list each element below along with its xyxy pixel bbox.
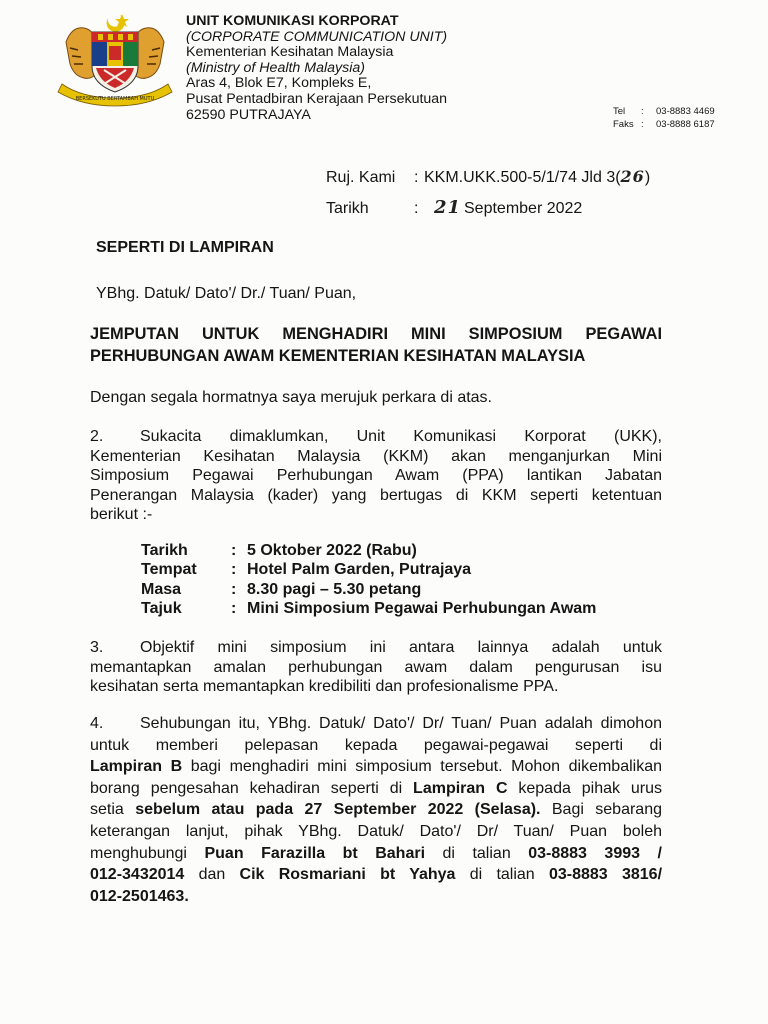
- paragraph-2-number: 2.: [90, 428, 104, 445]
- paragraph-2-line-5: berikut :-: [90, 506, 153, 524]
- address-line-1: Aras 4, Blok E7, Kompleks E,: [186, 75, 372, 92]
- contact-info: [613, 106, 763, 131]
- fax-row: [613, 119, 763, 132]
- paragraph-2-line-2: Kementerian Kesihatan Malaysia (KKM) akan menganjurkan Mini: [90, 447, 662, 465]
- reference-handwritten-number: 26: [620, 167, 645, 186]
- paragraph-2: [90, 427, 662, 525]
- paragraph-3-line-1: 3. Objektif mini simposium ini antara lainnya adalah untuk: [90, 639, 662, 656]
- detail-row-venue: Tempat : Hotel Palm Garden, Putrajaya: [141, 561, 472, 579]
- paragraph-3-line-3: kesihatan serta memantapkan kredibiliti dan profesionalisme PPA.: [90, 678, 559, 696]
- paragraph-4-line-4: borang pengesahan kehadiran seperti di Lampiran C kepada pihak urus: [90, 779, 663, 797]
- paragraph-1: Dengan segala hormatnya saya merujuk perkara di atas.: [90, 389, 492, 406]
- reference-row: [326, 162, 650, 193]
- paragraph-2-line-4: Penerangan Malaysia (kader) yang bertugas di KKM seperti ketentuan: [90, 486, 662, 504]
- paragraph-4-line-1: 4. Sehubungan itu, YBhg. Datuk/ Dato'/ Dr/ Tuan/ Puan adalah dimohon: [90, 713, 662, 735]
- fax-separator: :: [641, 118, 644, 130]
- paragraph-2-line-1: 2. Sukacita dimaklumkan, Unit Komunikasi Korporat (UKK),: [90, 428, 662, 445]
- paragraph-4-line-8: 012-3432014 dan Cik Rosmariani bt Yahya di talian 03-8883 3816/: [90, 866, 663, 884]
- unit-name-english: (CORPORATE COMMUNICATION UNIT): [186, 28, 448, 45]
- detail-row-time: Masa : 8.30 pagi – 5.30 petang: [141, 580, 422, 598]
- paragraph-3-line-2: memantapkan amalan perhubungan awam dalam pengurusan isu: [90, 658, 662, 676]
- paragraph-3-number: 3.: [90, 639, 104, 656]
- date-label: Tarikh: [326, 200, 369, 217]
- paragraph-4-line-2: untuk memberi pelepasan kepada pegawai-pegawai seperti di: [90, 736, 662, 754]
- address-line-3: 62590 PUTRAJAYA: [186, 106, 311, 123]
- address-line-2: Pusat Pentadbiran Kerajaan Persekutuan: [186, 90, 448, 107]
- detail-row-title: Tajuk : Mini Simposium Pegawai Perhubungan Awam: [141, 599, 597, 617]
- malaysia-coat-of-arms-icon: [56, 8, 174, 108]
- paragraph-4-line-9: 012-2501463.: [90, 887, 189, 905]
- fax-number: 03-8888 6187: [656, 118, 715, 130]
- date-handwritten-day: 21: [434, 197, 462, 218]
- reference-close: ): [644, 169, 651, 186]
- paragraph-4-line-5: setia sebelum atau pada 27 September 2022 (Selasa). Bagi sebarang: [90, 801, 662, 819]
- paragraph-4-line-6: keterangan lanjut, pihak YBhg. Datuk/ Dato'/ Dr/ Tuan/ Puan boleh: [90, 822, 662, 840]
- reference-label: Ruj. Kami: [326, 169, 396, 186]
- paragraph-4-line-3: Lampiran B bagi menghadiri mini simposium tersebut. Mohon dikembalikan: [90, 758, 662, 776]
- date-month-year: September 2022: [464, 200, 583, 217]
- recipient: SEPERTI DI LAMPIRAN: [96, 239, 274, 256]
- salutation: YBhg. Datuk/ Dato'/ Dr./ Tuan/ Puan,: [96, 285, 357, 302]
- subject-line-1: JEMPUTAN UNTUK MENGHADIRI MINI SIMPOSIUM PEGAWAI: [90, 325, 662, 343]
- event-details: [141, 541, 596, 618]
- unit-name: UNIT KOMUNIKASI KORPORAT: [186, 13, 399, 29]
- paragraph-4-line-7: menghubungi Puan Farazilla bt Bahari di talian 03-8883 3993 /: [90, 844, 662, 862]
- tel-separator: :: [641, 106, 644, 117]
- paragraph-2-line-3: Simposium Pegawai Perhubungan Awam (PPA) lantikan Jabatan: [90, 467, 662, 485]
- detail-row-date: Tarikh : 5 Oktober 2022 (Rabu): [141, 542, 417, 559]
- tel-row: [613, 106, 763, 119]
- date-row: [326, 193, 650, 224]
- paragraph-4: [90, 713, 662, 907]
- tel-label: Tel: [613, 106, 626, 117]
- ministry-name-english: (Ministry of Health Malaysia): [186, 59, 365, 76]
- ministry-name: Kementerian Kesihatan Malaysia: [186, 44, 394, 61]
- reference-separator: :: [414, 169, 419, 186]
- tel-number: 03-8883 4469: [656, 106, 715, 117]
- paragraph-3: [90, 638, 662, 697]
- fax-label: Faks: [613, 118, 634, 130]
- reference-block: [326, 162, 650, 224]
- letterhead: [186, 14, 586, 123]
- subject-line-2: PERHUBUNGAN AWAM KEMENTERIAN KESIHATAN MALAYSIA: [90, 347, 586, 365]
- date-separator: :: [414, 200, 419, 217]
- reference-number: KKM.UKK.500-5/1/74 Jld 3(: [424, 169, 621, 186]
- crest-motto: BERSEKUTU BERTAMBAH MUTU: [75, 96, 155, 102]
- subject: [90, 323, 662, 367]
- paragraph-4-number: 4.: [90, 715, 104, 732]
